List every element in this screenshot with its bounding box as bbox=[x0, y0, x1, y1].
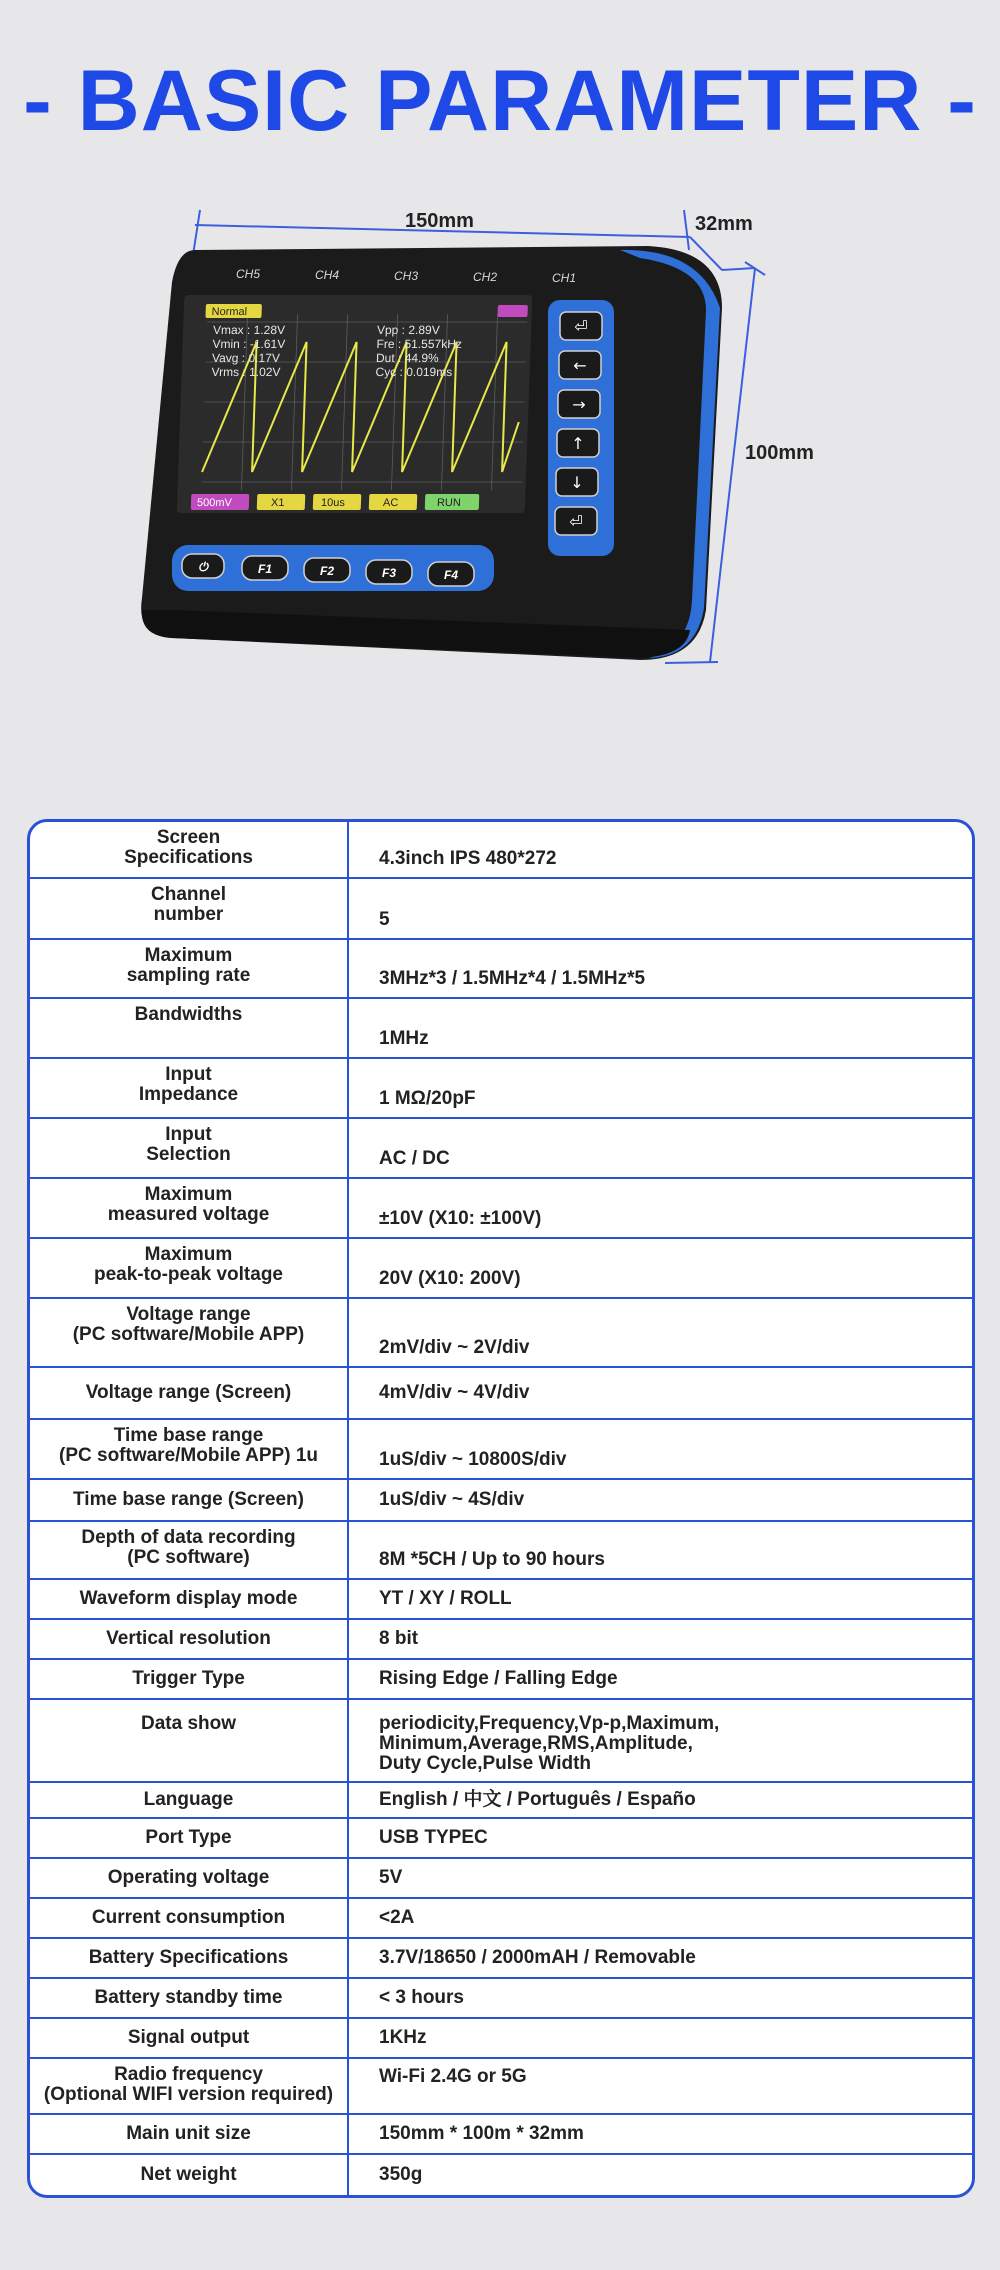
spec-key: Input Selection bbox=[30, 1119, 349, 1177]
spec-row bbox=[30, 1857, 972, 1897]
f3-key-label: F3 bbox=[381, 566, 397, 580]
depth-dimension-label: 32mm bbox=[695, 213, 753, 235]
tag-probe: X1 bbox=[270, 497, 285, 509]
readout-fre: Fre : 51.557kHz bbox=[376, 337, 463, 351]
spec-key: Time base range (PC software/Mobile APP) 1u bbox=[30, 1420, 349, 1478]
spec-key: Bandwidths bbox=[30, 999, 349, 1057]
spec-row bbox=[30, 1698, 972, 1781]
spec-row bbox=[30, 1057, 972, 1117]
readout-vavg: Vavg : 0.17V bbox=[211, 351, 281, 365]
f1-key-label: F1 bbox=[257, 562, 273, 576]
spec-row bbox=[30, 1977, 972, 2017]
oscilloscope-device-illustration bbox=[0, 190, 1000, 690]
spec-key: Port Type bbox=[30, 1819, 349, 1857]
spec-row bbox=[30, 1177, 972, 1237]
mode-badge: Normal bbox=[211, 306, 248, 318]
spec-value: 4.3inch IPS 480*272 bbox=[379, 848, 557, 869]
spec-key: Current consumption bbox=[30, 1899, 349, 1937]
spec-row bbox=[30, 877, 972, 938]
readout-vmax: Vmax : 1.28V bbox=[212, 323, 286, 337]
spec-row bbox=[30, 1418, 972, 1478]
spec-key: Maximum measured voltage bbox=[30, 1179, 349, 1237]
channel-label-ch1: CH1 bbox=[552, 271, 577, 285]
spec-value: USB TYPEC bbox=[379, 1827, 488, 1848]
spec-key: Trigger Type bbox=[30, 1660, 349, 1698]
spec-value: 8M *5CH / Up to 90 hours bbox=[379, 1549, 605, 1570]
spec-value: 3.7V/18650 / 2000mAH / Removable bbox=[379, 1947, 696, 1968]
spec-row bbox=[30, 1237, 972, 1297]
spec-row bbox=[30, 2153, 972, 2195]
spec-value: Rising Edge / Falling Edge bbox=[379, 1668, 618, 1689]
spec-key: Waveform display mode bbox=[30, 1580, 349, 1618]
spec-key: Channel number bbox=[30, 879, 349, 938]
spec-value: 5 bbox=[379, 909, 390, 930]
back-icon: ⏎ bbox=[569, 512, 583, 531]
spec-key: Battery Specifications bbox=[30, 1939, 349, 1977]
spec-value: 5V bbox=[379, 1867, 403, 1888]
spec-row bbox=[30, 1366, 972, 1418]
f2-key-label: F2 bbox=[319, 564, 335, 578]
spec-value: 1KHz bbox=[379, 2027, 427, 2048]
spec-value: periodicity,Frequency,Vp-p,Maximum, Minimum,Average,RMS,Amplitude, Duty Cycle,Pulse Width bbox=[379, 1713, 720, 1774]
readout-vpp: Vpp : 2.89V bbox=[376, 323, 440, 337]
spec-row bbox=[30, 938, 972, 997]
readout-vmin: Vmin : -1.61V bbox=[212, 337, 286, 351]
spec-row bbox=[30, 822, 972, 877]
left-arrow-icon: ← bbox=[573, 356, 587, 375]
spec-row bbox=[30, 1658, 972, 1698]
spec-row bbox=[30, 1578, 972, 1618]
spec-key: Battery standby time bbox=[30, 1979, 349, 2017]
spec-key: Maximum sampling rate bbox=[30, 940, 349, 997]
readout-vrms: Vrms : 1.02V bbox=[211, 365, 281, 379]
spec-key: Input Impedance bbox=[30, 1059, 349, 1117]
spec-key: Screen Specifications bbox=[30, 822, 349, 877]
spec-row bbox=[30, 1897, 972, 1937]
spec-row bbox=[30, 1520, 972, 1578]
spec-key: Voltage range (Screen) bbox=[30, 1368, 349, 1418]
spec-value: 3MHz*3 / 1.5MHz*4 / 1.5MHz*5 bbox=[379, 968, 646, 989]
spec-value: <2A bbox=[379, 1907, 415, 1928]
readout-cyc: Cyc : 0.019ms bbox=[375, 365, 453, 379]
spec-key: Signal output bbox=[30, 2019, 349, 2057]
channel-label-ch2: CH2 bbox=[473, 270, 498, 284]
spec-row bbox=[30, 1297, 972, 1366]
spec-row bbox=[30, 2113, 972, 2153]
spec-value: 1 MΩ/20pF bbox=[379, 1088, 476, 1109]
up-arrow-icon: ↑ bbox=[571, 434, 585, 453]
spec-value: 1MHz bbox=[379, 1028, 429, 1049]
spec-key: Vertical resolution bbox=[30, 1620, 349, 1658]
spec-row bbox=[30, 1478, 972, 1520]
spec-row bbox=[30, 2057, 972, 2113]
spec-value: 2mV/div ~ 2V/div bbox=[379, 1337, 530, 1358]
spec-value: YT / XY / ROLL bbox=[379, 1588, 512, 1609]
spec-key: Maximum peak-to-peak voltage bbox=[30, 1239, 349, 1297]
spec-value: 150mm * 100m * 32mm bbox=[379, 2123, 584, 2144]
spec-key: Voltage range (PC software/Mobile APP) bbox=[30, 1299, 349, 1366]
spec-row bbox=[30, 1781, 972, 1817]
spec-key: Data show bbox=[30, 1700, 349, 1781]
spec-key: Net weight bbox=[30, 2155, 349, 2195]
channel-label-ch5: CH5 bbox=[236, 267, 261, 281]
spec-value: 20V (X10: 200V) bbox=[379, 1268, 521, 1289]
spec-key: Main unit size bbox=[30, 2115, 349, 2153]
spec-key: Depth of data recording (PC software) bbox=[30, 1522, 349, 1578]
readout-dut: Dut : 44.9% bbox=[375, 351, 439, 365]
spec-value: Wi-Fi 2.4G or 5G bbox=[379, 2066, 527, 2087]
spec-value: < 3 hours bbox=[379, 1987, 464, 2008]
channel-label-ch4: CH4 bbox=[315, 268, 340, 282]
tag-coupling: AC bbox=[382, 497, 399, 509]
spec-value: 8 bit bbox=[379, 1628, 419, 1649]
battery-icon bbox=[497, 305, 527, 317]
spec-row bbox=[30, 1817, 972, 1857]
right-arrow-icon: → bbox=[572, 395, 586, 414]
height-dimension-label: 100mm bbox=[745, 442, 814, 464]
spec-value: 350g bbox=[379, 2164, 423, 2185]
spec-row bbox=[30, 2017, 972, 2057]
spec-value: 1uS/div ~ 4S/div bbox=[379, 1489, 525, 1510]
spec-row bbox=[30, 1618, 972, 1658]
power-icon: ⏻ bbox=[198, 560, 208, 574]
tag-run-state: RUN bbox=[436, 497, 462, 509]
spec-key: Radio frequency (Optional WIFI version required) bbox=[30, 2059, 349, 2113]
spec-key: Operating voltage bbox=[30, 1859, 349, 1897]
spec-value: 4mV/div ~ 4V/div bbox=[379, 1382, 530, 1403]
spec-key: Language bbox=[30, 1783, 349, 1817]
width-dimension-label: 150mm bbox=[405, 210, 474, 232]
tag-time-div: 10us bbox=[320, 497, 346, 509]
spec-key: Time base range (Screen) bbox=[30, 1480, 349, 1520]
spec-value: 1uS/div ~ 10800S/div bbox=[379, 1449, 567, 1470]
spec-row bbox=[30, 997, 972, 1057]
f4-key-label: F4 bbox=[443, 568, 459, 582]
spec-row bbox=[30, 1937, 972, 1977]
spec-value: ±10V (X10: ±100V) bbox=[379, 1208, 542, 1229]
page-headline: - BASIC PARAMETER - bbox=[23, 53, 977, 149]
channel-label-ch3: CH3 bbox=[394, 269, 419, 283]
spec-value: English / 中文 / Português / Españo bbox=[379, 1789, 696, 1810]
spec-row bbox=[30, 1117, 972, 1177]
spec-value: AC / DC bbox=[379, 1148, 450, 1169]
down-arrow-icon: ↓ bbox=[570, 473, 584, 492]
tag-volts-div: 500mV bbox=[196, 497, 233, 509]
specifications-table bbox=[27, 819, 975, 2198]
enter-icon: ⏎ bbox=[574, 317, 588, 336]
